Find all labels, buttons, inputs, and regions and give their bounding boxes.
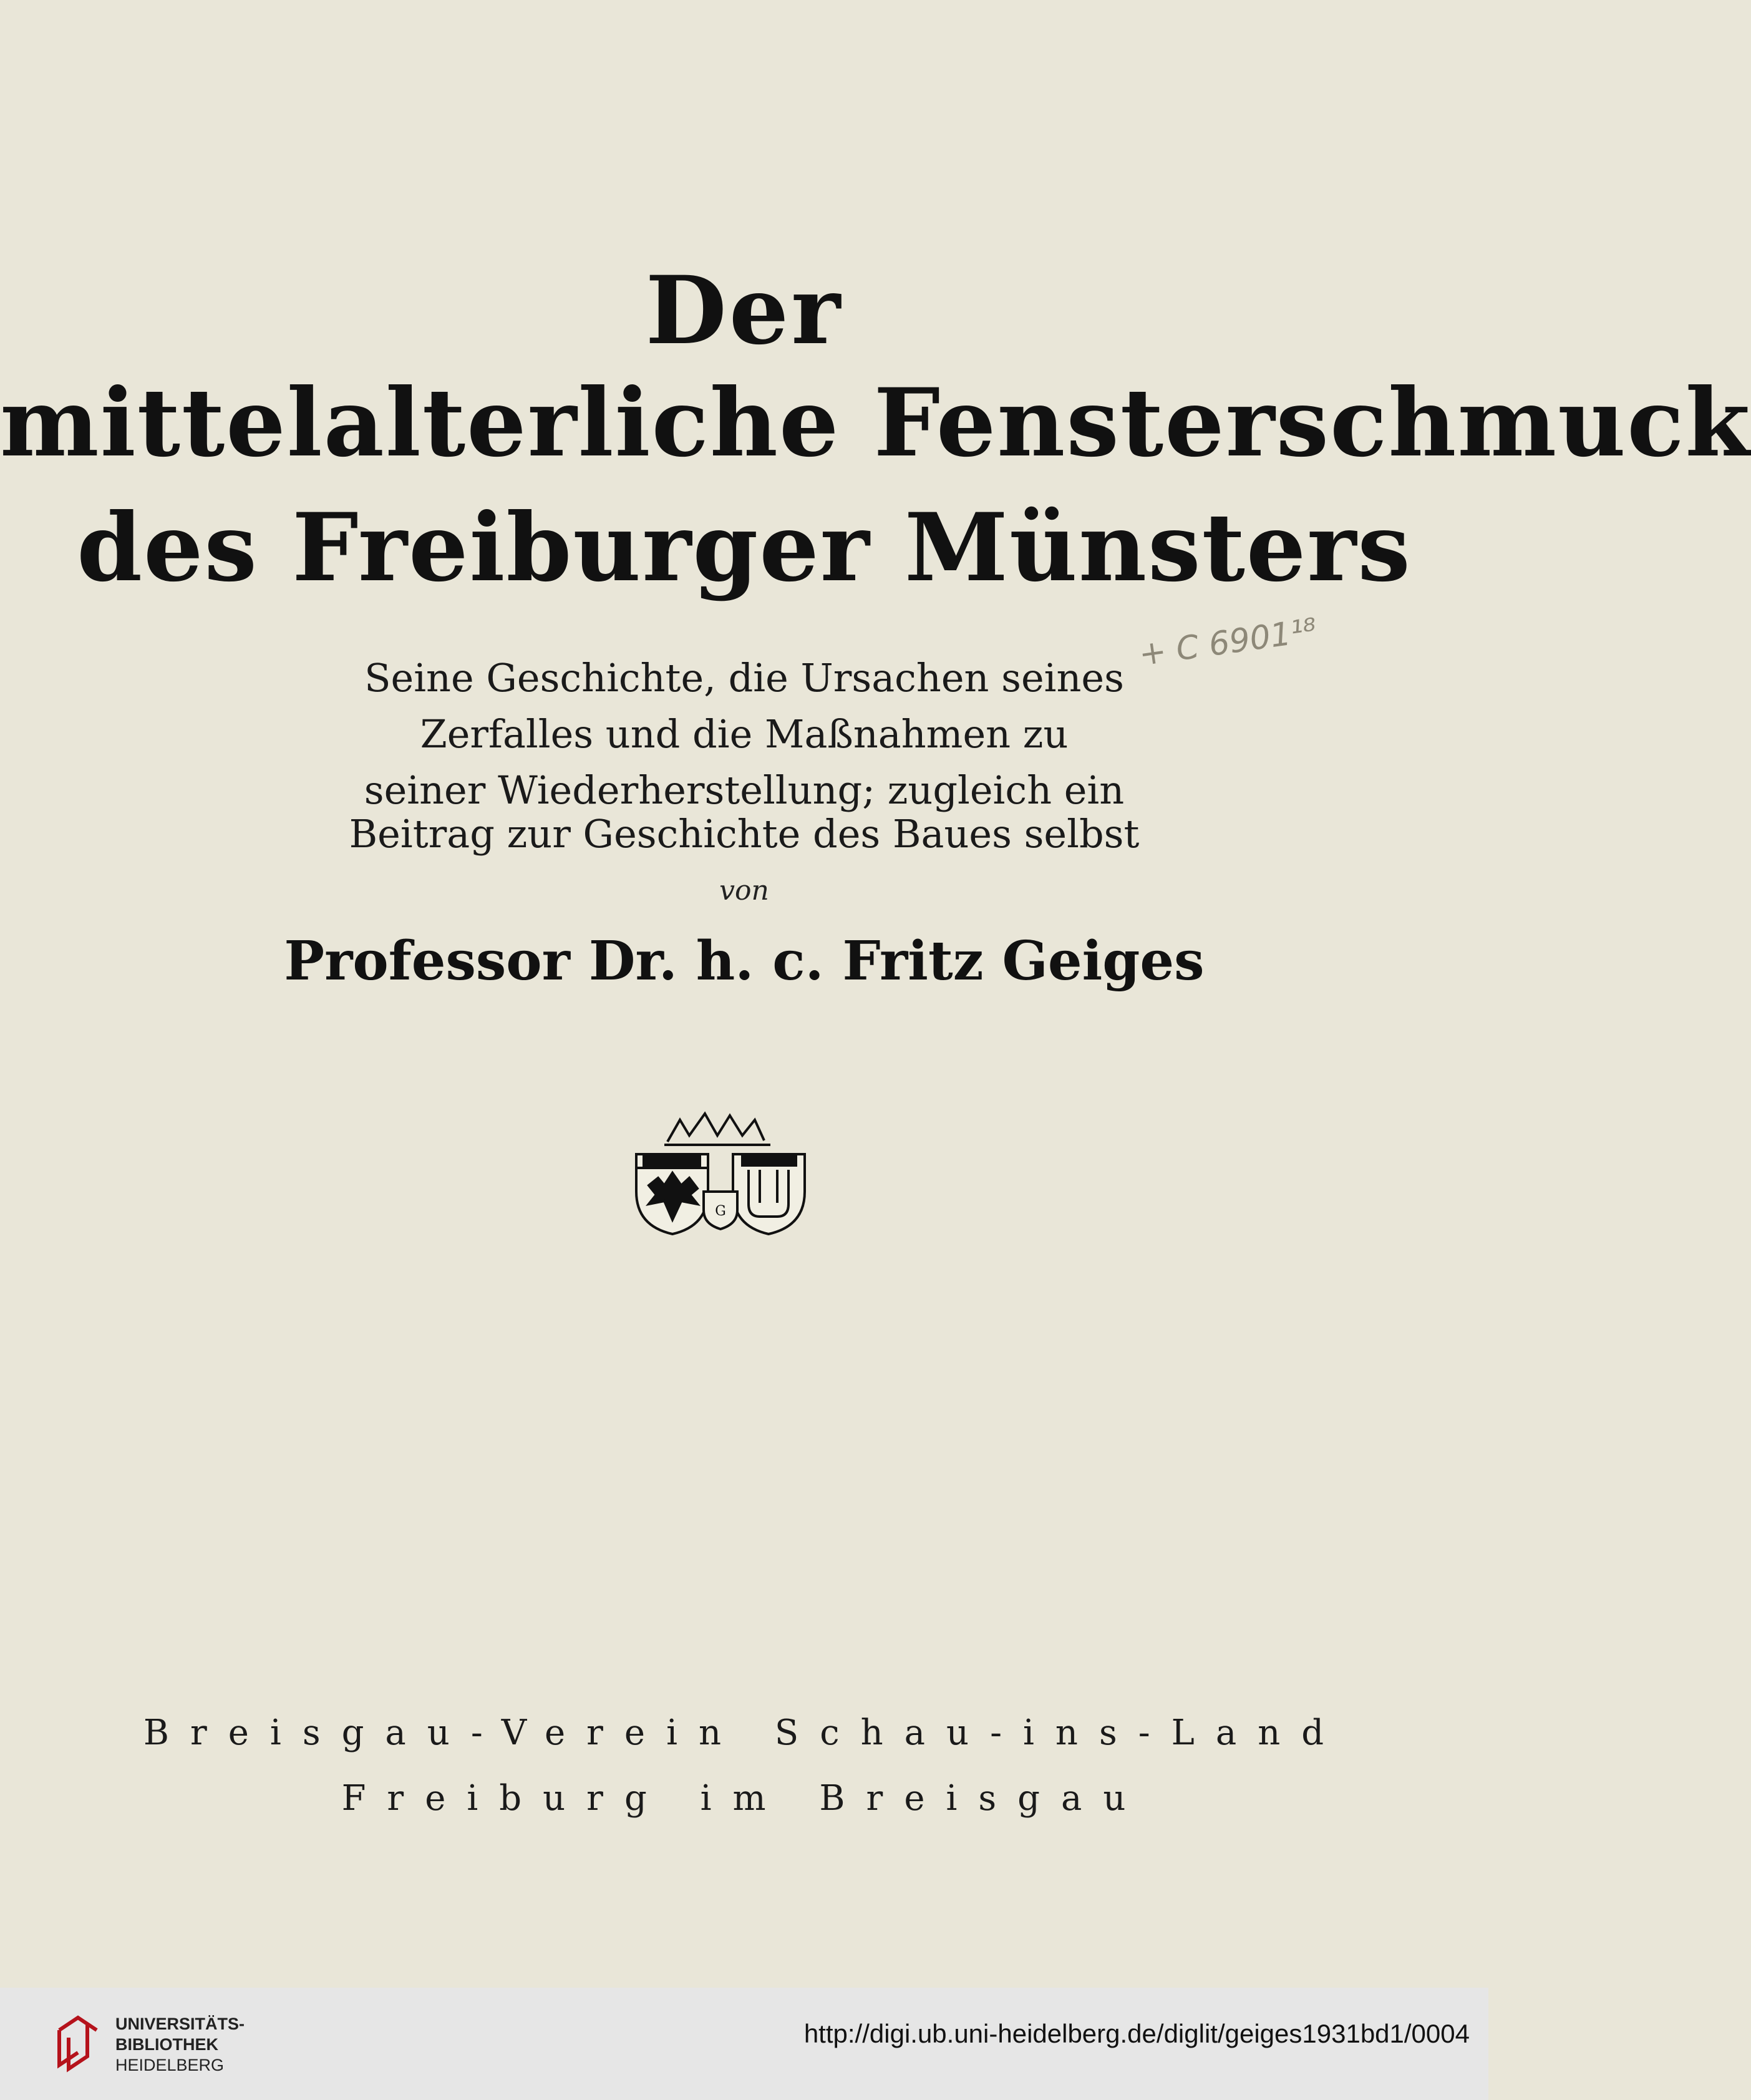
author-name: Professor Dr. h. c. Fritz Geiges [284,930,1205,993]
subtitle-line-1: Seine Geschichte, die Ursachen seines [364,655,1124,701]
title-line-1: Der [645,256,843,366]
by-word: von [719,875,769,907]
library-name-line-3: HEIDELBERG [115,2056,225,2074]
pencil-shelfmark: + C 6901¹⁸ [1137,611,1319,674]
library-logo-icon [53,2011,103,2071]
library-footer [0,1988,1488,2100]
library-name [115,2014,245,2076]
title-line-3: des Freiburger Münsters [77,493,1412,603]
library-name-line-1: UNIVERSITÄTS- [115,2015,245,2033]
permalink-url[interactable]: http://digi.ub.uni-heidelberg.de/diglit/geiges1931bd1/0004 [803,2019,1470,2048]
title-line-2: mittelalterliche Fensterschmuck [0,368,1751,478]
subtitle-line-2: Zerfalles und die Maßnahmen zu [420,711,1069,757]
imprint-publisher: Breisgau-Verein Schau-ins-Land [143,1713,1346,1753]
library-name-line-2: BIBLIOTHEK [115,2035,218,2054]
svg-text:G: G [715,1203,726,1219]
coat-of-arms-emblem [630,1111,811,1235]
imprint-place: Freiburg im Breisgau [341,1778,1147,1819]
subtitle-line-4: Beitrag zur Geschichte des Baues selbst [349,811,1140,857]
subtitle-line-3: seiner Wiederherstellung; zugleich ein [364,767,1125,813]
